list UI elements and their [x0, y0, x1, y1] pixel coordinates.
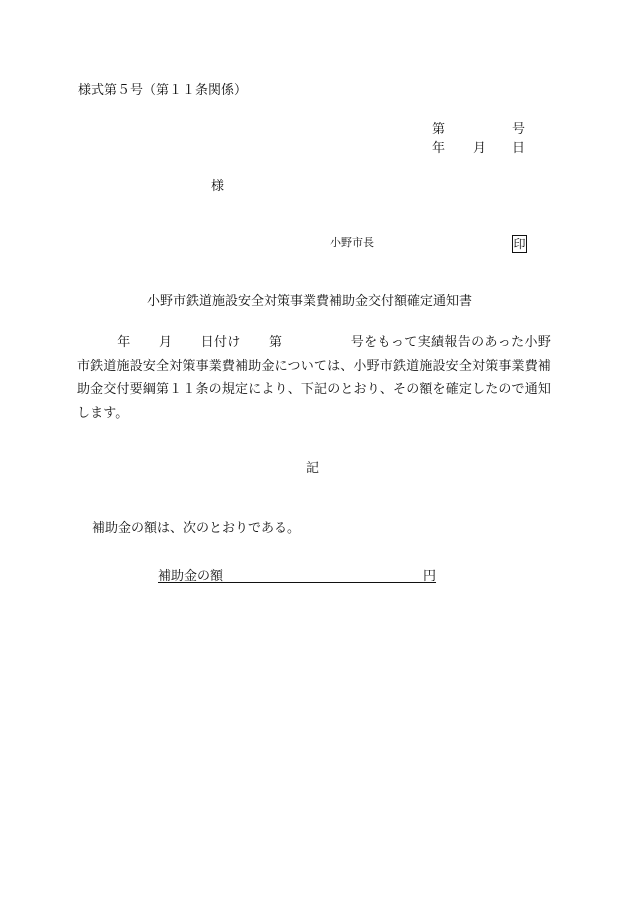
document-title: 小野市鉄道施設安全対策事業費補助金交付額確定通知書: [147, 294, 473, 309]
body-month-label: 月: [158, 335, 173, 350]
date-month-label: 月: [473, 141, 487, 156]
amount-blank-line: [223, 569, 423, 583]
body-year-label: 年: [117, 335, 131, 350]
summary-text: 補助金の額は、次のとおりである。: [92, 521, 301, 536]
body-dated-label: 日付け: [200, 335, 241, 350]
body-paragraph: [77, 331, 551, 425]
document-number-suffix: 号: [512, 122, 526, 137]
amount-row: [158, 569, 436, 583]
addressee-honorific: 様: [211, 179, 225, 194]
date-day-label: 日: [512, 141, 526, 156]
amount-label: 補助金の額: [158, 569, 224, 584]
form-number: 様式第５号（第１１条関係）: [78, 83, 248, 98]
amount-unit: 円: [423, 569, 437, 584]
body-number-prefix: 第: [268, 335, 283, 350]
ki-heading: 記: [306, 461, 320, 476]
document-number-prefix: 第: [432, 122, 446, 137]
issuer-name: 小野市長: [330, 236, 374, 249]
date-year-label: 年: [432, 141, 446, 156]
body-text: 号をもって実績報告のあった小野市鉄道施設安全対策事業費補助金については、小野市鉄道施設安全対策事業費補助金交付要綱第１１条の規定により、下記のとおり、その額を確定したので通知します。: [77, 335, 551, 421]
seal-mark: 印: [513, 237, 526, 251]
